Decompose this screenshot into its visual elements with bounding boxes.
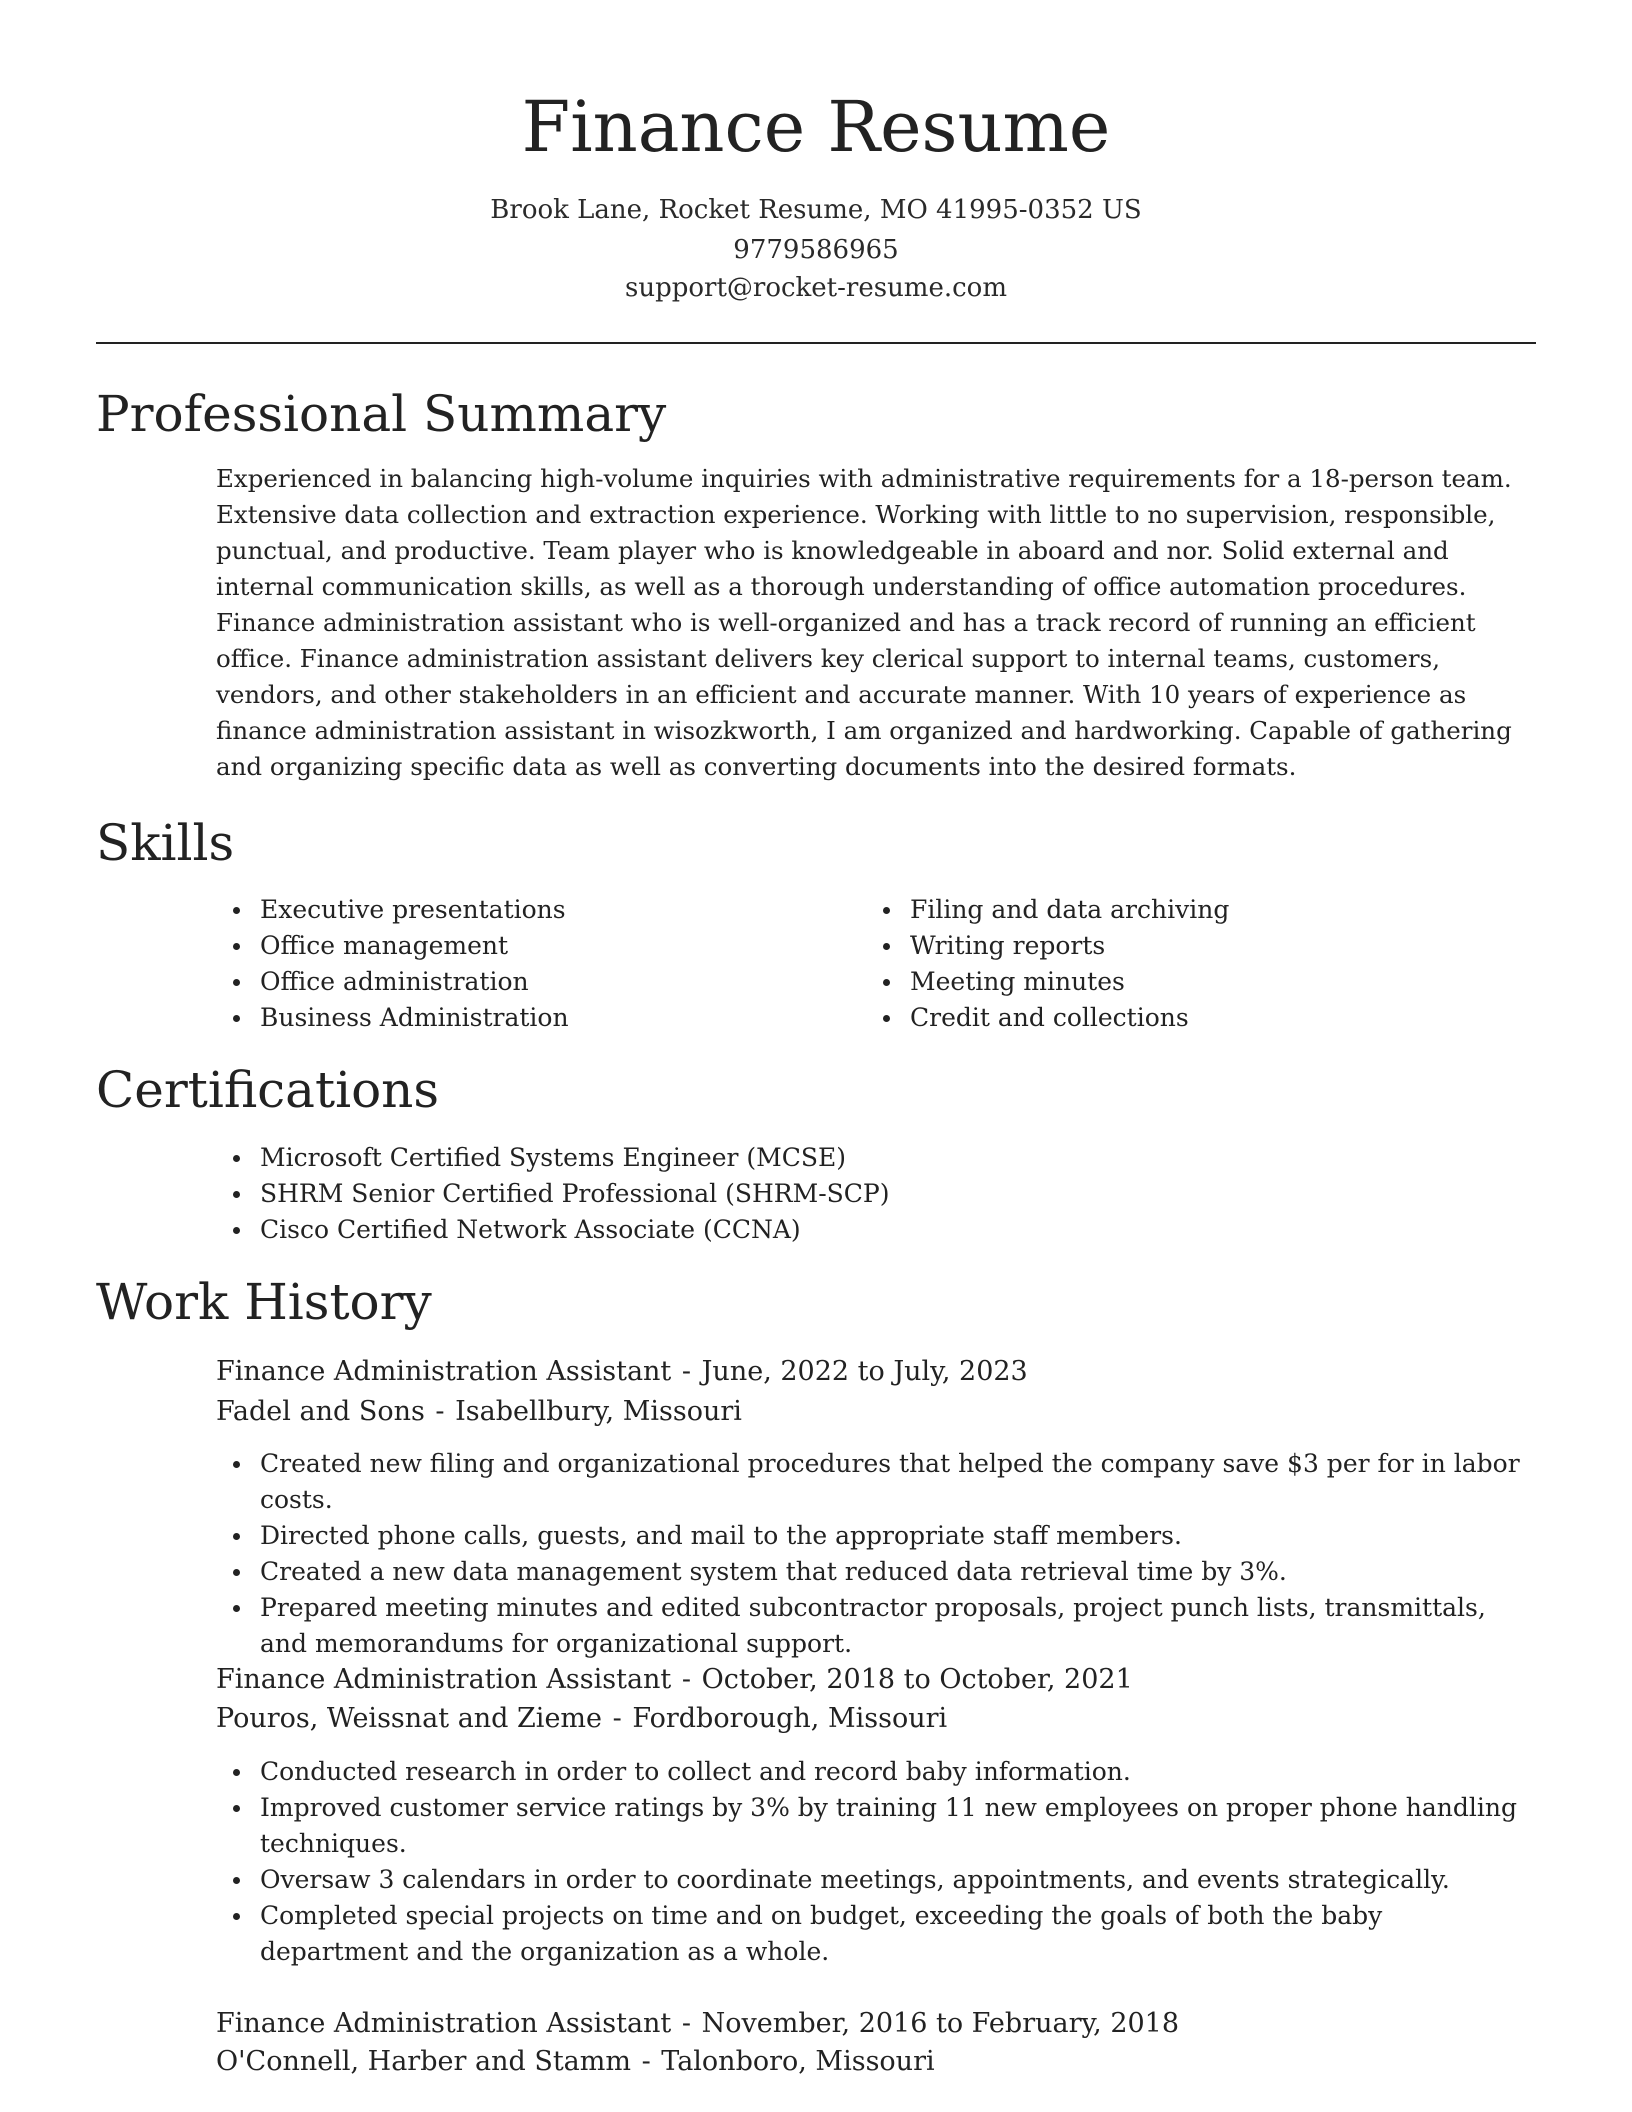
resume-title: Finance Resume: [521, 86, 1111, 168]
job-bullet: Completed special projects on time and on budget, exceeding the goals of both the baby department and the organization as a whole.: [216, 1898, 1526, 1970]
job-1-company-line: [216, 1393, 742, 1431]
skill-item: Writing reports: [866, 928, 1506, 964]
contact-email: support@rocket-resume.com: [624, 273, 1007, 303]
job-1-bullets: [216, 1446, 1526, 1662]
job-company: O'Connell, Harber and Stamm: [216, 2046, 631, 2077]
contact-address: Brook Lane, Rocket Resume, MO 41995-0352 US: [490, 195, 1142, 225]
skill-item: Office administration: [216, 964, 836, 1000]
job-bullet: Directed phone calls, guests, and mail to the appropriate staff members.: [216, 1518, 1526, 1554]
job-bullet: Created a new data management system that reduced data retrieval time by 3%.: [216, 1554, 1526, 1590]
job-2-title-line: [216, 1661, 1133, 1699]
certifications-heading: Certifications: [96, 1061, 440, 1119]
summary-text: Experienced in balancing high-volume inquiries with administrative requirements for a 18-person team. Extensive data collection and extraction experience. Working with little to no supervision, responsible, punctual, and productive. Team player who is knowledgeable in aboard and nor. Solid external and internal communication skills, as well as a thorough understanding of office automation procedures. Finance administration assistant who is well-organized and has a track record of running an efficient office. Finance administration assistant delivers key clerical support to internal teams, customers, vendors, and other stakeholders in an efficient and accurate manner. With 10 years of experience as finance administration assistant in wisozkworth, I am organized and hardworking. Capable of gathering and organizing specific data as well as converting documents into the desired formats.: [216, 464, 1512, 781]
work-history-heading: Work History: [96, 1273, 432, 1331]
job-location: Talonboro, Missouri: [661, 2046, 935, 2077]
skills-heading: Skills: [96, 814, 235, 872]
separator: -: [612, 1703, 622, 1734]
job-dates: June, 2022 to July, 2023: [701, 1356, 1028, 1387]
job-dates: October, 2018 to October, 2021: [701, 1664, 1133, 1695]
job-bullet: Improved customer service ratings by 3% by training 11 new employees on proper phone handling techniques.: [216, 1790, 1526, 1862]
certification-item: SHRM Senior Certified Professional (SHRM-SCP): [216, 1176, 1526, 1212]
job-3-company-line: [216, 2043, 935, 2081]
separator: -: [681, 1664, 692, 1695]
contact-phone: 9779586965: [733, 235, 899, 265]
summary-heading: Professional Summary: [96, 385, 667, 443]
skill-item: Credit and collections: [866, 1000, 1506, 1036]
skills-list-right: [866, 892, 1506, 1036]
job-dates: November, 2016 to February, 2018: [701, 2008, 1180, 2039]
job-bullet: Conducted research in order to collect and record baby information.: [216, 1754, 1526, 1790]
separator: -: [435, 1396, 445, 1427]
job-company: Fadel and Sons: [216, 1396, 425, 1427]
job-1-title-line: [216, 1353, 1028, 1391]
job-2-company-line: [216, 1700, 947, 1738]
job-company: Pouros, Weissnat and Zieme: [216, 1703, 603, 1734]
job-title: Finance Administration Assistant: [216, 2008, 672, 2039]
job-location: Fordborough, Missouri: [632, 1703, 948, 1734]
certification-item: Microsoft Certified Systems Engineer (MCSE): [216, 1140, 1526, 1176]
job-bullet: Oversaw 3 calendars in order to coordinate meetings, appointments, and events strategically.: [216, 1862, 1526, 1898]
separator: -: [681, 2008, 692, 2039]
job-2-bullets: [216, 1754, 1526, 1970]
job-bullet: Created new filing and organizational procedures that helped the company save $3 per for in labor costs.: [216, 1446, 1526, 1518]
skill-item: Business Administration: [216, 1000, 836, 1036]
job-title: Finance Administration Assistant: [216, 1664, 672, 1695]
separator: -: [681, 1356, 692, 1387]
skills-list-left: [216, 892, 836, 1036]
job-title: Finance Administration Assistant: [216, 1356, 672, 1387]
skill-item: Filing and data archiving: [866, 892, 1506, 928]
certification-item: Cisco Certified Network Associate (CCNA): [216, 1212, 1526, 1248]
header-divider: [96, 342, 1536, 344]
separator: -: [641, 2046, 651, 2077]
skill-item: Executive presentations: [216, 892, 836, 928]
job-3-title-line: [216, 2005, 1179, 2043]
job-location: Isabellbury, Missouri: [455, 1396, 742, 1427]
skill-item: Office management: [216, 928, 836, 964]
job-bullet: Prepared meeting minutes and edited subcontractor proposals, project punch lists, transmittals, and memorandums for organizational support.: [216, 1590, 1526, 1662]
certifications-list: [216, 1140, 1526, 1248]
skill-item: Meeting minutes: [866, 964, 1506, 1000]
